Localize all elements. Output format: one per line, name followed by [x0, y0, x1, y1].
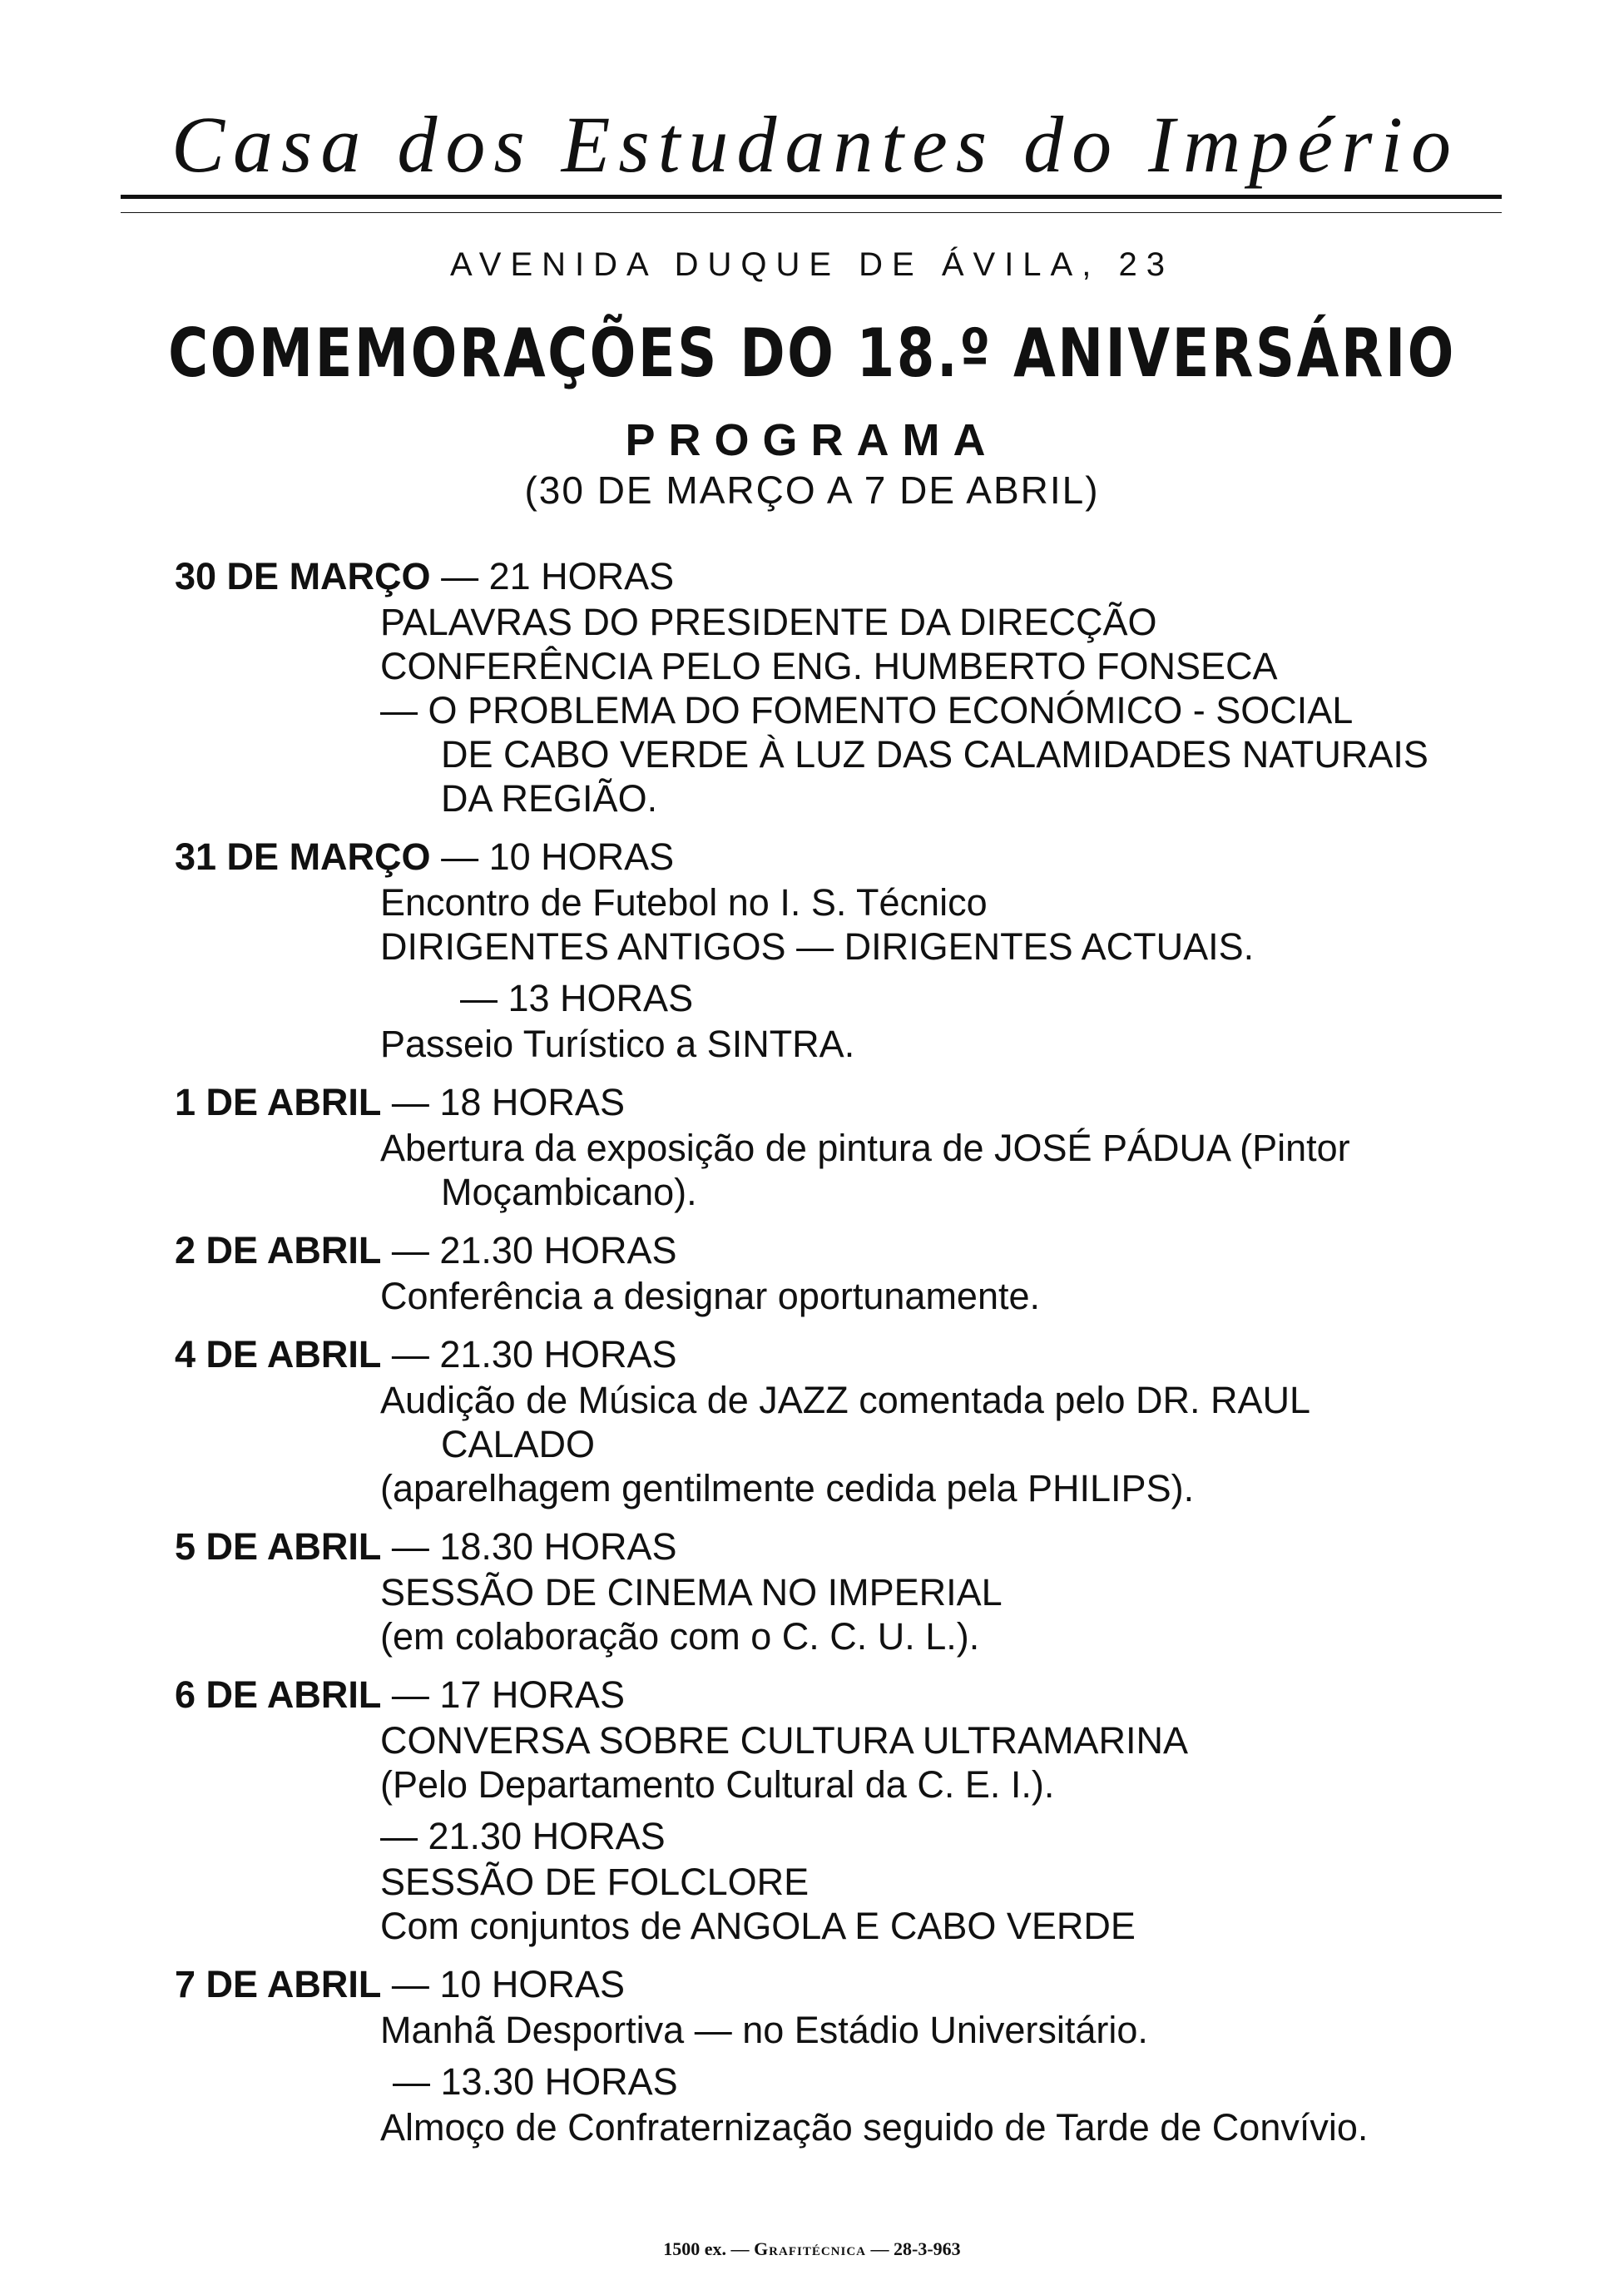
entry-line: Conferência a designar oportunamente. [380, 1275, 1041, 1317]
entry-time: — 18 HORAS [391, 1081, 625, 1123]
schedule-list [175, 553, 1456, 2163]
footer-copies: 1500 ex. — [663, 2238, 750, 2259]
headline: COMEMORAÇÕES DO 18.º ANIVERSÁRIO [168, 315, 1456, 392]
entry-line: SESSÃO DE FOLCLORE [380, 1861, 810, 1903]
entry-line: (Pelo Departamento Cultural da C. E. I.). [380, 1763, 1055, 1806]
entry-heading [175, 1524, 1456, 1570]
entry-heading [175, 834, 1456, 880]
entry-heading [175, 1961, 1456, 2008]
entry-line: DE CABO VERDE À LUZ DAS CALAMIDADES NATURAIS [441, 733, 1428, 776]
entry-line: (em colaboração com o C. C. U. L.). [380, 1615, 980, 1658]
entry-line: Encontro de Futebol no I. S. Técnico [380, 881, 988, 924]
entry-time: — 10 HORAS [391, 1963, 625, 2005]
entry-date: 1 DE ABRIL [175, 1081, 382, 1123]
entry-sub-time: — 13 HORAS [460, 977, 694, 1019]
entry-heading [175, 553, 1456, 600]
entry-sub-time: — 21.30 HORAS [380, 1815, 666, 1857]
entry-line: — O PROBLEMA DO FOMENTO ECONÓMICO - SOCIAL [380, 689, 1354, 731]
entry-line: (aparelhagem gentilmente cedida pela PHILIPS). [380, 1467, 1195, 1509]
page-title: Casa dos Estudantes do Império [171, 100, 1459, 189]
entry-line: CONFERÊNCIA PELO ENG. HUMBERTO FONSECA [380, 645, 1278, 687]
entry-line: DIRIGENTES ANTIGOS — DIRIGENTES ACTUAIS. [380, 925, 1255, 968]
title-rule-thin [121, 212, 1502, 213]
entry-line: CALADO [441, 1423, 596, 1465]
programa-heading: PROGRAMA [625, 415, 999, 465]
entry-line: Manhã Desportiva — no Estádio Universitário. [380, 2009, 1148, 2051]
entry-date: 4 DE ABRIL [175, 1333, 382, 1375]
entry-heading [175, 1331, 1456, 1378]
schedule-entry [175, 1672, 1456, 1948]
entry-time: — 21.30 HORAS [391, 1333, 677, 1375]
entry-date: 30 DE MARÇO [175, 555, 431, 597]
footer-printer: Grafitécnica [754, 2238, 867, 2259]
entry-line: Com conjuntos de ANGOLA E CABO VERDE [380, 1905, 1136, 1947]
entry-line: PALAVRAS DO PRESIDENTE DA DIRECÇÃO [380, 601, 1157, 643]
entry-line: Abertura da exposição de pintura de JOSÉ PÁDUA (Pintor [380, 1127, 1350, 1169]
entry-date: 6 DE ABRIL [175, 1673, 382, 1716]
entry-heading [175, 1227, 1456, 1274]
entry-date: 7 DE ABRIL [175, 1963, 382, 2005]
entry-sub-time: — 13.30 HORAS [393, 2060, 678, 2103]
printer-footer [0, 2238, 1624, 2260]
entry-time: — 21.30 HORAS [391, 1229, 677, 1271]
entry-line: Almoço de Confraternização seguido de Tarde de Convívio. [380, 2106, 1369, 2149]
schedule-entry [175, 1079, 1456, 1214]
entry-time: — 10 HORAS [441, 835, 675, 878]
entry-line: Audição de Música de JAZZ comentada pelo DR. RAUL [380, 1379, 1311, 1421]
entry-line: DA REGIÃO. [441, 777, 658, 820]
schedule-entry [175, 1524, 1456, 1658]
date-range: (30 DE MARÇO A 7 DE ABRIL) [524, 468, 1100, 512]
address: AVENIDA DUQUE DE ÁVILA, 23 [450, 246, 1174, 283]
footer-date: — 28-3-963 [870, 2238, 961, 2259]
entry-date: 2 DE ABRIL [175, 1229, 382, 1271]
schedule-entry [175, 553, 1456, 820]
schedule-entry [175, 1331, 1456, 1510]
schedule-entry [175, 834, 1456, 1066]
entry-time: — 21 HORAS [441, 555, 675, 597]
entry-date: 31 DE MARÇO [175, 835, 431, 878]
entry-time: — 18.30 HORAS [391, 1525, 677, 1568]
entry-heading [175, 1672, 1456, 1718]
entry-line: SESSÃO DE CINEMA NO IMPERIAL [380, 1571, 1003, 1613]
entry-heading [175, 1079, 1456, 1126]
title-rule-thick [121, 195, 1502, 199]
schedule-entry [175, 1227, 1456, 1318]
entry-line: Passeio Turístico a SINTRA. [380, 1023, 855, 1065]
entry-time: — 17 HORAS [391, 1673, 625, 1716]
entry-line: CONVERSA SOBRE CULTURA ULTRAMARINA [380, 1719, 1189, 1762]
entry-date: 5 DE ABRIL [175, 1525, 382, 1568]
schedule-entry [175, 1961, 1456, 2149]
entry-line: Moçambicano). [441, 1171, 697, 1213]
